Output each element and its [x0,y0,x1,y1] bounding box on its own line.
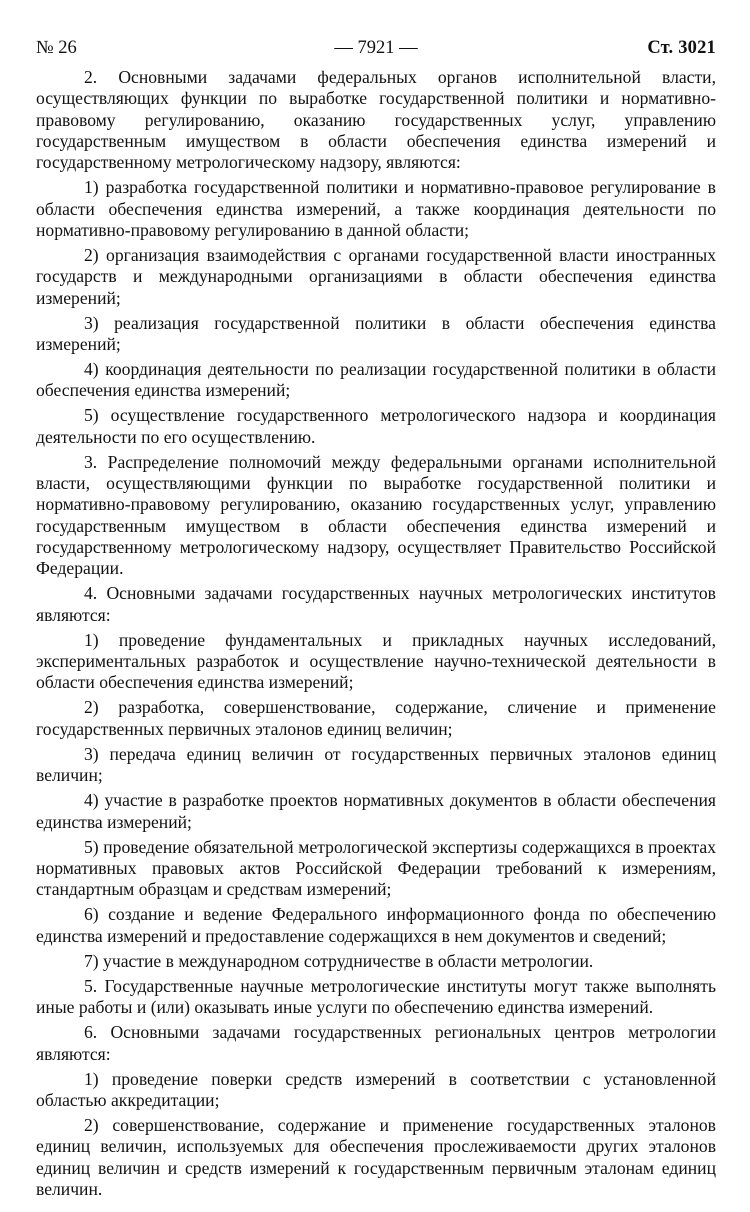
paragraph: 3. Распределение полномочий между федеральными органами исполнительной власти, осуществляющими функции по выработке государственной политики и нормативно-правовому регулированию, оказанию государственных услуг, управлению государственным имуществом в области обеспечения единства измерений и государственному метрологическому надзору, осуществляет Правительство Российской Федерации. [36,451,716,579]
list-item: 4) участие в разработке проектов нормативных документов в области обеспечения единства измерений; [36,790,716,832]
article-number: Ст. 3021 [647,38,716,58]
list-item: 1) проведение поверки средств измерений в соответствии с установленной областью аккредитации; [36,1068,716,1110]
list-item: 6) создание и ведение Федерального информационного фонда по обеспечению единства измерений и предоставление содержащихся в нем документов и сведений; [36,904,716,946]
paragraph: 5. Государственные научные метрологические институты могут также выполнять иные работы и (или) оказывать иные услуги по обеспечению единства измерений. [36,975,716,1018]
list-item: 3) передача единиц величин от государственных первичных эталонов единиц величин; [36,743,716,786]
issue-number: № 26 [36,38,77,58]
list-item: 3) реализация государственной политики в области обеспечения единства измерений; [36,312,716,354]
list-item: 1) разработка государственной политики и нормативно-правовое регулирование в области обеспечения единства измерений, а также координация деятельности по нормативно-правовому регулированию в данной области; [36,177,716,240]
list-item: 2) совершенствование, содержание и применение государственных эталонов единиц величин, используемых для обеспечения прослеживаемости других эталонов единиц величин и средств измерений к государственным первичным эталонам единиц величин. [36,1115,716,1199]
list-item: 1) проведение фундаментальных и прикладных научных исследований, экспериментальных разработок и осуществление научно-технической деятельности в области обеспечения единства измерений; [36,629,716,693]
list-item: 4) координация деятельности по реализации государственной политики в области обеспечения единства измерений; [36,359,716,401]
document-body [36,67,716,1204]
page-number: — 7921 — [334,38,418,58]
list-item: 2) организация взаимодействия с органами государственной власти иностранных государств и международными организациями в области обеспечения единства измерений; [36,244,716,308]
list-item: 5) осуществление государственного метрологического надзора и координация деятельности по его осуществлению. [36,405,716,447]
paragraph: 6. Основными задачами государственных региональных центров метрологии являются: [36,1022,716,1064]
document-page [36,0,716,1212]
list-item: 5) проведение обязательной метрологической экспертизы содержащихся в проектах нормативных правовых актов Российской Федерации требований к измерениям, стандартным образцам и средствам измерений; [36,836,716,900]
list-item: 2) разработка, совершенствование, содержание, сличение и применение государственных первичных эталонов единиц величин; [36,697,716,739]
list-item: 7) участие в международном сотрудничестве в области метрологии. [84,950,594,971]
paragraph: 4. Основными задачами государственных научных метрологических институтов являются: [36,583,716,625]
paragraph: 2. Основными задачами федеральных органов исполнительной власти, осуществляющих функции по выработке государственной политики и нормативно-правовому регулированию, оказанию государственных услуг, управлению государственным имуществом в области обеспечения единства измерений и государственному метрологическому надзору, являются: [36,67,716,173]
page-header [36,36,716,60]
